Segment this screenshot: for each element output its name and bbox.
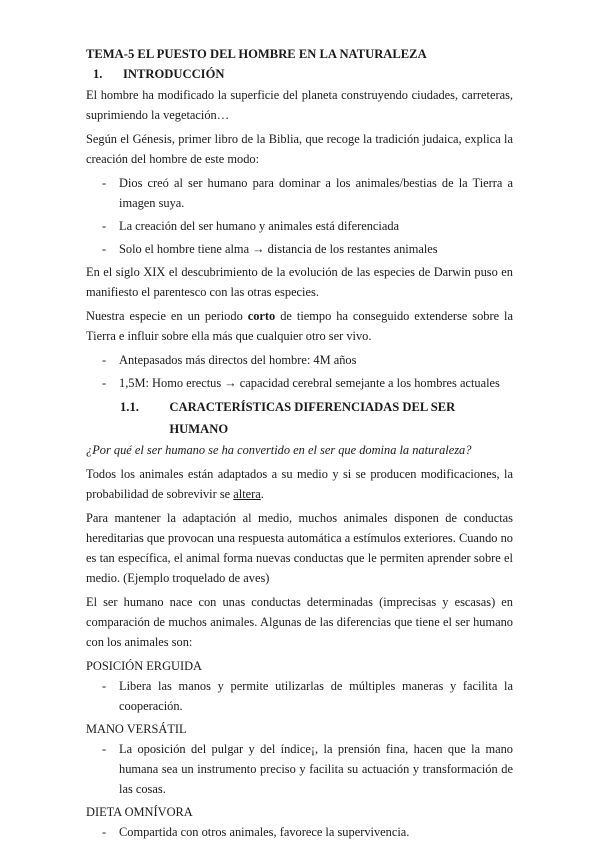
- section-label: CARACTERÍSTICAS DIFERENCIADAS DEL SER HUMANO: [169, 400, 456, 436]
- document-title: TEMA-5 EL PUESTO DEL HOMBRE EN LA NATURALEZA: [86, 47, 427, 61]
- section-number: 1.: [93, 67, 103, 81]
- list-item: - Dios creó al ser humano para dominar a los animales/bestias de la Tierra a imagen suya.: [86, 173, 513, 213]
- list-item: - Antepasados más directos del hombre: 4M años: [86, 350, 513, 370]
- subheading-dieta-omnivora: DIETA OMNÍVORA: [86, 805, 193, 819]
- dash-bullet: -: [102, 679, 107, 693]
- dash-bullet: -: [102, 376, 107, 390]
- intro-paragraph-3: En el siglo XIX el descubrimiento de la evolución de las especies de Darwin puso en manifiesto el parentesco con las otras especies.: [86, 265, 513, 299]
- intro-paragraph-2: Según el Génesis, primer libro de la Biblia, que recoge la tradición judaica, explica la creación del hombre de este modo:: [86, 132, 513, 166]
- body-paragraph-3: El ser humano nace con unas conductas determinadas (imprecisas y escasas) en comparación de muchos animales. Algunas de las diferencias que tiene el ser humano con los animales son:: [86, 595, 513, 649]
- list-item: - La creación del ser humano y animales está diferenciada: [86, 216, 513, 236]
- dieta-omnivora-list: [86, 822, 513, 842]
- list-item: - Solo el hombre tiene alma → distancia de los restantes animales: [86, 239, 513, 259]
- section-heading-caracteristicas: [86, 396, 513, 440]
- subheading-posicion-erguida: POSICIÓN ERGUIDA: [86, 659, 202, 673]
- dash-bullet: -: [102, 742, 107, 756]
- dash-bullet: -: [102, 353, 107, 367]
- list-item: - Compartida con otros animales, favorece la supervivencia.: [86, 822, 513, 842]
- dash-bullet: -: [102, 242, 107, 256]
- posicion-erguida-list: [86, 676, 513, 716]
- list-item: - Libera las manos y permite utilizarlas de múltiples maneras y facilita la cooperación.: [86, 676, 513, 716]
- body-paragraph-1: Todos los animales están adaptados a su medio y si se producen modificaciones, la probabilidad de sobrevivir se altera.: [86, 467, 513, 501]
- list-item: - La oposición del pulgar y del índice¡, la prensión fina, hacen que la mano humana sea un instrumento preciso y facilita su actuación y transformación de las cosas.: [86, 739, 513, 799]
- subheading-mano-versatil: MANO VERSÁTIL: [86, 722, 187, 736]
- dash-bullet: -: [102, 176, 107, 190]
- dash-bullet: -: [102, 825, 107, 839]
- intro-paragraph-4: Nuestra especie en un periodo corto de tiempo ha conseguido extenderse sobre la Tierra e influir sobre ella más que cualquier otro ser vivo.: [86, 309, 513, 343]
- mano-versatil-list: [86, 739, 513, 799]
- intro-paragraph-1: El hombre ha modificado la superficie del planeta construyendo ciudades, carreteras, suprimiendo la vegetación…: [86, 88, 513, 122]
- section-heading-introduccion: [86, 63, 513, 85]
- section-number: 1.1.: [120, 400, 139, 414]
- dash-bullet: -: [102, 219, 107, 233]
- question-paragraph: ¿Por qué el ser humano se ha convertido en el ser que domina la naturaleza?: [86, 443, 472, 457]
- section-label: INTRODUCCIÓN: [123, 67, 225, 81]
- genesis-list: [86, 173, 513, 259]
- list-item: - 1,5M: Homo erectus → capacidad cerebral semejante a los hombres actuales: [86, 373, 513, 393]
- underlined-word: altera: [233, 487, 261, 501]
- body-paragraph-2: Para mantener la adaptación al medio, muchos animales disponen de conductas hereditarias que provocan una respuesta automática a estímulos exteriores. Cuando no es tan específica, el animal forma nuevas conductas que le permiten aprender sobre el medio. (Ejemplo troquelado de aves): [86, 511, 513, 585]
- ancestors-list: [86, 350, 513, 393]
- bold-word: corto: [247, 309, 276, 323]
- document-page: [86, 45, 513, 845]
